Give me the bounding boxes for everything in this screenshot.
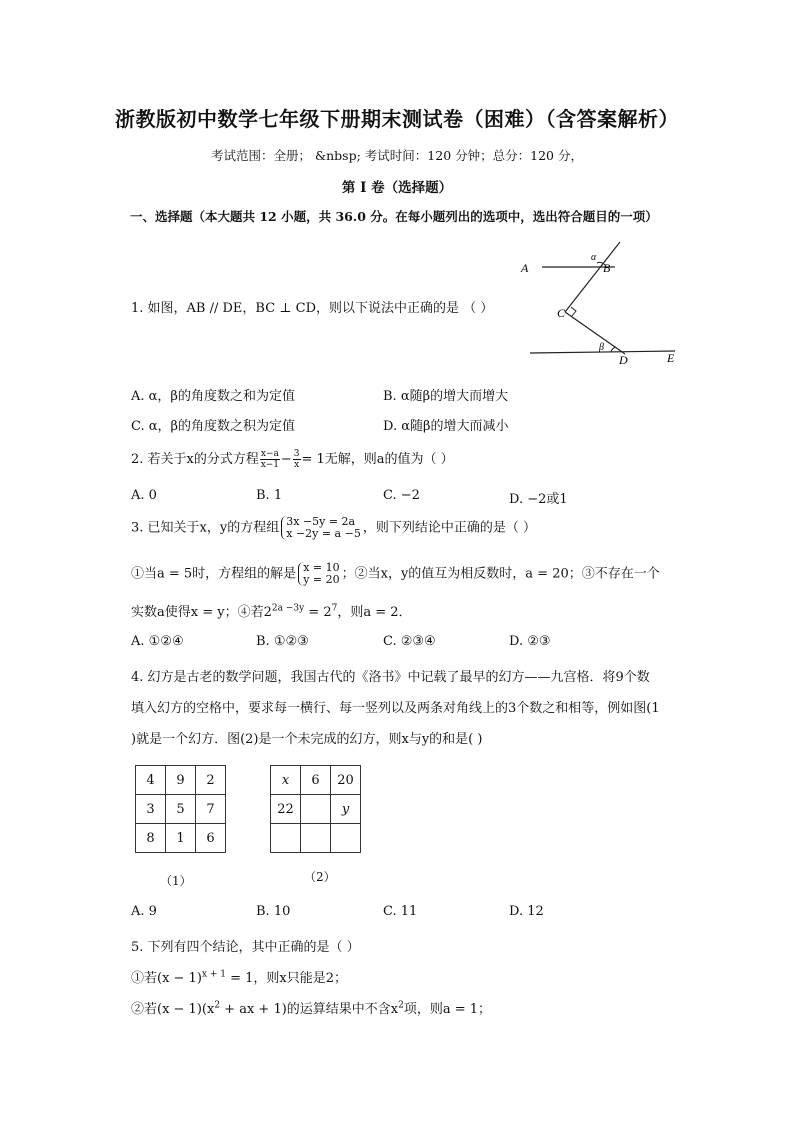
q1-option-b[interactable]: B. α随β的增大而增大: [383, 389, 509, 404]
q3-sol2: y = 20: [303, 573, 340, 586]
q4-line3: )就是一个幻方．图(2)是一个未完成的幻方，则x与y的和是( ): [131, 732, 483, 747]
grid-cell: 2: [196, 766, 226, 795]
q5-s2-pre: ②若(x − 1)(x: [131, 1002, 215, 1017]
grid-cell: 4: [136, 766, 166, 795]
q2-option-c[interactable]: C. −2: [383, 488, 420, 503]
q2-option-d[interactable]: D. −2或1: [509, 492, 568, 507]
grid-cell: [271, 824, 301, 853]
grid-cell: 5: [166, 795, 196, 824]
q5-statement-1: [131, 967, 347, 986]
q3-option-a[interactable]: A. ①②④: [131, 634, 184, 649]
q5-statement-2: [131, 998, 491, 1017]
q5-s2-exponent: 2: [214, 1000, 221, 1011]
q2-frac1-denominator: x−1: [260, 460, 280, 470]
q2-fraction-1: [260, 449, 280, 470]
q2-frac1-numerator: x−a: [260, 449, 279, 459]
q2-stem-pre: 2. 若关于x的分式方程: [131, 452, 259, 467]
grid-cell: [331, 824, 361, 853]
q3-s4-post: ，则a = 2．: [337, 605, 412, 620]
label-alpha: α: [591, 252, 597, 263]
grid-cell: 1: [166, 824, 196, 853]
grid-cell: 8: [136, 824, 166, 853]
q1-option-d[interactable]: D. α随β的增大而减小: [383, 419, 509, 434]
table-row: [271, 824, 361, 853]
grid-cell: 7: [196, 795, 226, 824]
grid-cell: 22: [271, 795, 301, 824]
grid2-caption: （2）: [304, 870, 336, 884]
table-row: [271, 766, 361, 795]
q3-eq2: x −2y = a −5: [286, 527, 361, 540]
q5-s2-exponent2: 2: [398, 1000, 404, 1011]
grid1-caption: （1）: [160, 874, 192, 888]
part-heading: 第 I 卷（选择题）: [341, 180, 453, 196]
q5-s1-post: = 1，则x只能是2；: [225, 971, 348, 986]
label-c: C: [557, 306, 566, 320]
grid-cell: 9: [166, 766, 196, 795]
grid-cell: [301, 824, 331, 853]
q3-stem-pre: 3. 已知关于x，y的方程组: [131, 520, 280, 536]
table-row: [136, 795, 226, 824]
q3-s4-mid: = 2: [304, 605, 332, 620]
q2-stem-post: = 1无解，则a的值为（ ）: [301, 452, 454, 467]
q3-s3-pre: 实数a使得x = y；④若2: [131, 605, 272, 620]
q2-option-a[interactable]: A. 0: [131, 488, 157, 503]
q1-option-a[interactable]: A. α，β的角度数之和为定值: [131, 389, 295, 404]
grid-cell: 3: [136, 795, 166, 824]
grid-cell: 20: [331, 766, 361, 795]
q4-option-b[interactable]: B. 10: [256, 904, 291, 919]
q1-stem: 1. 如图，AB // DE，BC ⊥ CD，则以下说法中正确的是 （ ）: [131, 301, 494, 316]
grid-cell: y: [331, 795, 361, 824]
q4-line1: 4. 幻方是古老的数学问题，我国古代的《洛书》中记载了最早的幻方——九宫格．将9个数: [131, 670, 650, 685]
q3-option-d[interactable]: D. ②③: [509, 634, 551, 649]
section-heading: 一、选择题（本大题共 12 小题，共 36.0 分。在每小题列出的选项中，选出符合题目的一项）: [130, 209, 658, 224]
grid-cell: 6: [301, 766, 331, 795]
q3-option-c[interactable]: C. ②③④: [383, 634, 436, 649]
table-row: [136, 824, 226, 853]
magic-square-2: [270, 765, 361, 853]
q1-option-c[interactable]: C. α，β的角度数之积为定值: [131, 419, 296, 434]
q3-statement-line2: [131, 601, 412, 620]
label-a: A: [521, 261, 529, 275]
q4-option-d[interactable]: D. 12: [509, 904, 544, 919]
grid-cell: x: [271, 766, 301, 795]
q2-stem: [131, 448, 454, 470]
grid-cell: [301, 795, 331, 824]
label-e: E: [667, 351, 675, 365]
grid-cell: 6: [196, 824, 226, 853]
q5-s1-exponent: x + 1: [201, 969, 226, 980]
q1-figure: [515, 238, 685, 368]
q3-s1-pre: ①当a = 5时，方程组的解是: [131, 566, 297, 582]
q5-s1-pre: ①若(x − 1): [131, 971, 202, 986]
q3-option-b[interactable]: B. ①②③: [256, 634, 309, 649]
q5-stem: 5. 下列有四个结论，其中正确的是（ ）: [131, 940, 360, 955]
exam-info: 考试范围：全册； &nbsp; 考试时间：120 分钟；总分：120 分，: [211, 148, 583, 163]
q3-stem: [131, 516, 536, 540]
q3-stem-post: ，则下列结论中正确的是（ ）: [362, 520, 536, 536]
page-title: 浙教版初中数学七年级下册期末测试卷（困难）（含答案解析）: [115, 107, 679, 131]
q3-equation-system: [281, 516, 361, 540]
q3-s2-text: ；②当x，y的值互为相反数时，a = 20；③不存在一个: [341, 566, 660, 582]
q5-s2-mid: + ax + 1)的运算结果中不含x: [220, 1002, 399, 1017]
q3-s4-exponent2: 7: [331, 603, 338, 614]
q5-s2-post: 项，则a = 1；: [403, 1002, 492, 1017]
q2-frac2-numerator: 3: [293, 449, 300, 459]
label-d: D: [619, 353, 628, 367]
q3-solution-system: [298, 562, 339, 586]
q3-sol1: x = 10: [303, 561, 340, 574]
q2-fraction-2: [293, 449, 301, 470]
label-beta: β: [599, 342, 604, 353]
q2-frac2-denominator: x: [294, 460, 300, 470]
q2-minus: −: [280, 452, 292, 467]
q3-eq1: 3x −5y = 2a: [286, 515, 356, 528]
q4-line2: 填入幻方的空格中，要求每一横行、每一竖列以及两条对角线上的3个数之和相等，例如图(1: [131, 701, 660, 716]
magic-square-1: [135, 765, 226, 853]
table-row: [271, 795, 361, 824]
q4-option-a[interactable]: A. 9: [131, 904, 157, 919]
q2-option-b[interactable]: B. 1: [256, 488, 283, 503]
q4-option-c[interactable]: C. 11: [383, 904, 418, 919]
q3-s4-exponent: 2a −3y: [271, 603, 305, 614]
q3-statement-line1: [131, 562, 660, 586]
table-row: [136, 766, 226, 795]
label-b: B: [603, 261, 611, 275]
